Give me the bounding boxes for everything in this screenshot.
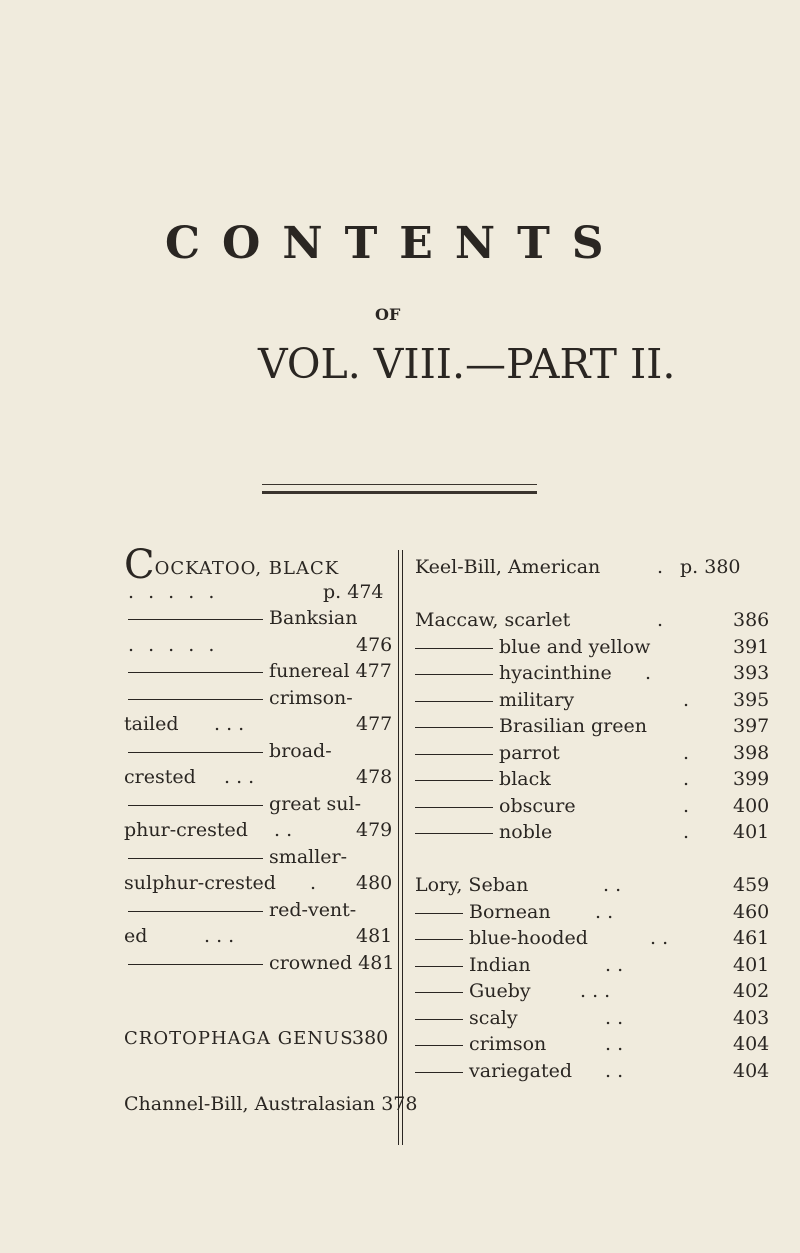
entry-page: 391 (733, 636, 770, 658)
entry-page: 459 (733, 874, 770, 896)
title-rule (262, 484, 537, 494)
ditto-dash (128, 858, 263, 859)
entry-page: 393 (733, 662, 770, 684)
entry-label: Keel-Bill, American (415, 556, 601, 578)
entry-blue-and-yellow (415, 635, 795, 659)
entry-label: obscure (499, 795, 576, 817)
entry-crimson (128, 686, 353, 710)
ditto-dash (128, 752, 263, 753)
ditto-dash (128, 699, 263, 700)
entry-label: phur-crested (124, 819, 248, 841)
entry-label: Indian (469, 954, 531, 976)
entry-noble (415, 820, 795, 844)
entry-crowned (128, 951, 394, 975)
entry-obscure (415, 794, 795, 818)
leader-dots: . (683, 689, 690, 711)
ditto-dash (415, 807, 493, 808)
entry-hyacinthine (415, 661, 795, 685)
entry-maccaw-scarlet (415, 608, 795, 632)
entry-black (415, 767, 795, 791)
entry-page: 398 (733, 742, 770, 764)
entry-page: 460 (733, 901, 770, 923)
entry-page: 380 (352, 1027, 389, 1049)
leader-dots: . . . . . (128, 581, 219, 603)
leader-dots: . . . (204, 925, 235, 947)
entry-page: 404 (733, 1060, 770, 1082)
entry-label: broad- (269, 740, 332, 762)
entry-page: 481 (358, 952, 395, 974)
entry-bornean (415, 900, 795, 924)
entry-phur-crested (124, 818, 393, 842)
entry-label: Brasilian green (499, 715, 647, 737)
page-title: CONTENTS (165, 218, 626, 269)
entry-page: 403 (733, 1007, 770, 1029)
ditto-dash (128, 911, 263, 912)
ditto-dash (415, 992, 463, 993)
entry-blue-hooded (415, 926, 795, 950)
column-divider (402, 550, 403, 1145)
entry-label: noble (499, 821, 553, 843)
entry-cockatoo-black (124, 542, 340, 588)
ditto-dash (415, 913, 463, 914)
entry-page: 476 (356, 634, 393, 656)
entry-page-line (128, 580, 388, 604)
entry-label: smaller- (269, 846, 348, 868)
entry-military (415, 688, 795, 712)
ditto-dash (128, 964, 263, 965)
leader-dots: . . . . . (128, 634, 219, 656)
entry-label: tailed (124, 713, 179, 735)
entry-label: variegated (469, 1060, 573, 1082)
entry-red-vent (128, 898, 356, 922)
entry-page: 481 (356, 925, 393, 947)
entry-gueby (415, 979, 795, 1003)
drop-capital: C (124, 542, 155, 588)
entry-label: Banksian (269, 607, 358, 629)
entry-page: p. 474 (323, 581, 384, 603)
ditto-dash (415, 648, 493, 649)
entry-label: Lory, Seban (415, 874, 529, 896)
entry-tailed (124, 712, 393, 736)
entry-parrot (415, 741, 795, 765)
title-of: OF (375, 305, 401, 324)
entry-variegated (415, 1059, 795, 1083)
entry-crested (124, 765, 393, 789)
ditto-dash (415, 966, 463, 967)
entry-label: Channel-Bill, Australasian (124, 1093, 376, 1115)
entry-label: crowned (269, 952, 353, 974)
ditto-dash (415, 701, 493, 702)
entry-label: blue-hooded (469, 927, 588, 949)
entry-page: 401 (733, 821, 770, 843)
entry-label: black (499, 768, 551, 790)
entry-page: 395 (733, 689, 770, 711)
leader-dots: . (310, 872, 317, 894)
leader-dots: . (657, 609, 664, 631)
entry-label: CROTOPHAGA GENUS (124, 1028, 354, 1049)
ditto-dash (128, 805, 263, 806)
entry-label: red-vent- (269, 899, 357, 921)
ditto-dash (415, 833, 493, 834)
leader-dots: . . . (224, 766, 255, 788)
entry-page: 461 (733, 927, 770, 949)
entry-page: p. 380 (680, 556, 741, 578)
leader-dots: . . (605, 954, 624, 976)
entry-sulphur-crested (124, 871, 393, 895)
entry-label: scaly (469, 1007, 518, 1029)
entry-label: crested (124, 766, 196, 788)
entry-label: Maccaw, scarlet (415, 609, 571, 631)
leader-dots: . . . (214, 713, 245, 735)
ditto-dash (415, 780, 493, 781)
entry-page: 480 (356, 872, 393, 894)
ditto-dash (415, 754, 493, 755)
entry-label: Gueby (469, 980, 531, 1002)
entry-page: 477 (355, 660, 392, 682)
leader-dots: . . (274, 819, 293, 841)
leader-dots: . (645, 662, 652, 684)
leader-dots: . . . (580, 980, 611, 1002)
entry-label: crimson- (269, 687, 353, 709)
entry-label: parrot (499, 742, 560, 764)
entry-label: hyacinthine (499, 662, 612, 684)
ditto-dash (128, 619, 263, 620)
entry-page: 404 (733, 1033, 770, 1055)
entry-page: 386 (733, 609, 770, 631)
ditto-dash (415, 939, 463, 940)
entry-page: 402 (733, 980, 770, 1002)
ditto-dash (415, 727, 493, 728)
entry-page: 399 (733, 768, 770, 790)
ditto-dash (415, 674, 493, 675)
entry-label: great sul- (269, 793, 362, 815)
entry-lory-seban (415, 873, 795, 897)
entry-label: blue and yellow (499, 636, 651, 658)
entry-crimson-lory (415, 1032, 795, 1056)
leader-dots: . . (605, 1060, 624, 1082)
leader-dots: . . (605, 1007, 624, 1029)
entry-indian (415, 953, 795, 977)
entry-ed (124, 924, 393, 948)
entry-channel-bill (124, 1092, 417, 1116)
leader-dots: . (657, 556, 664, 578)
leader-dots: . (683, 821, 690, 843)
entry-page: 478 (356, 766, 393, 788)
entry-page: 477 (356, 713, 393, 735)
entry-crotophaga (124, 1026, 388, 1051)
leader-dots: . . (650, 927, 669, 949)
entry-banksian (128, 606, 357, 630)
entry-label: OCKATOO, BLACK (154, 558, 340, 579)
ditto-dash (415, 1045, 463, 1046)
entry-label: military (499, 689, 575, 711)
entry-label: Bornean (469, 901, 551, 923)
entry-page: 397 (733, 715, 770, 737)
entry-smaller (128, 845, 347, 869)
entry-keel-bill (415, 555, 795, 579)
entry-brasilian-green (415, 714, 795, 738)
entry-funereal (128, 659, 392, 683)
ditto-dash (128, 672, 263, 673)
leader-dots: . . (603, 874, 622, 896)
entry-page-line (128, 633, 393, 657)
leader-dots: . . (595, 901, 614, 923)
entry-label: funereal (269, 660, 350, 682)
entry-page: 378 (381, 1093, 418, 1115)
volume-heading: VOL. VIII.—PART II. (258, 340, 676, 388)
entry-label: crimson (469, 1033, 547, 1055)
leader-dots: . (683, 768, 690, 790)
ditto-dash (415, 1072, 463, 1073)
ditto-dash (415, 1019, 463, 1020)
entry-page: 400 (733, 795, 770, 817)
entry-label: sulphur-crested (124, 872, 276, 894)
leader-dots: . . (605, 1033, 624, 1055)
entry-scaly (415, 1006, 795, 1030)
column-divider (398, 550, 399, 1145)
entry-page: 479 (356, 819, 393, 841)
entry-page: 401 (733, 954, 770, 976)
entry-label: ed (124, 925, 148, 947)
entry-great-sul (128, 792, 361, 816)
leader-dots: . (683, 795, 690, 817)
leader-dots: . (683, 742, 690, 764)
entry-broad (128, 739, 332, 763)
